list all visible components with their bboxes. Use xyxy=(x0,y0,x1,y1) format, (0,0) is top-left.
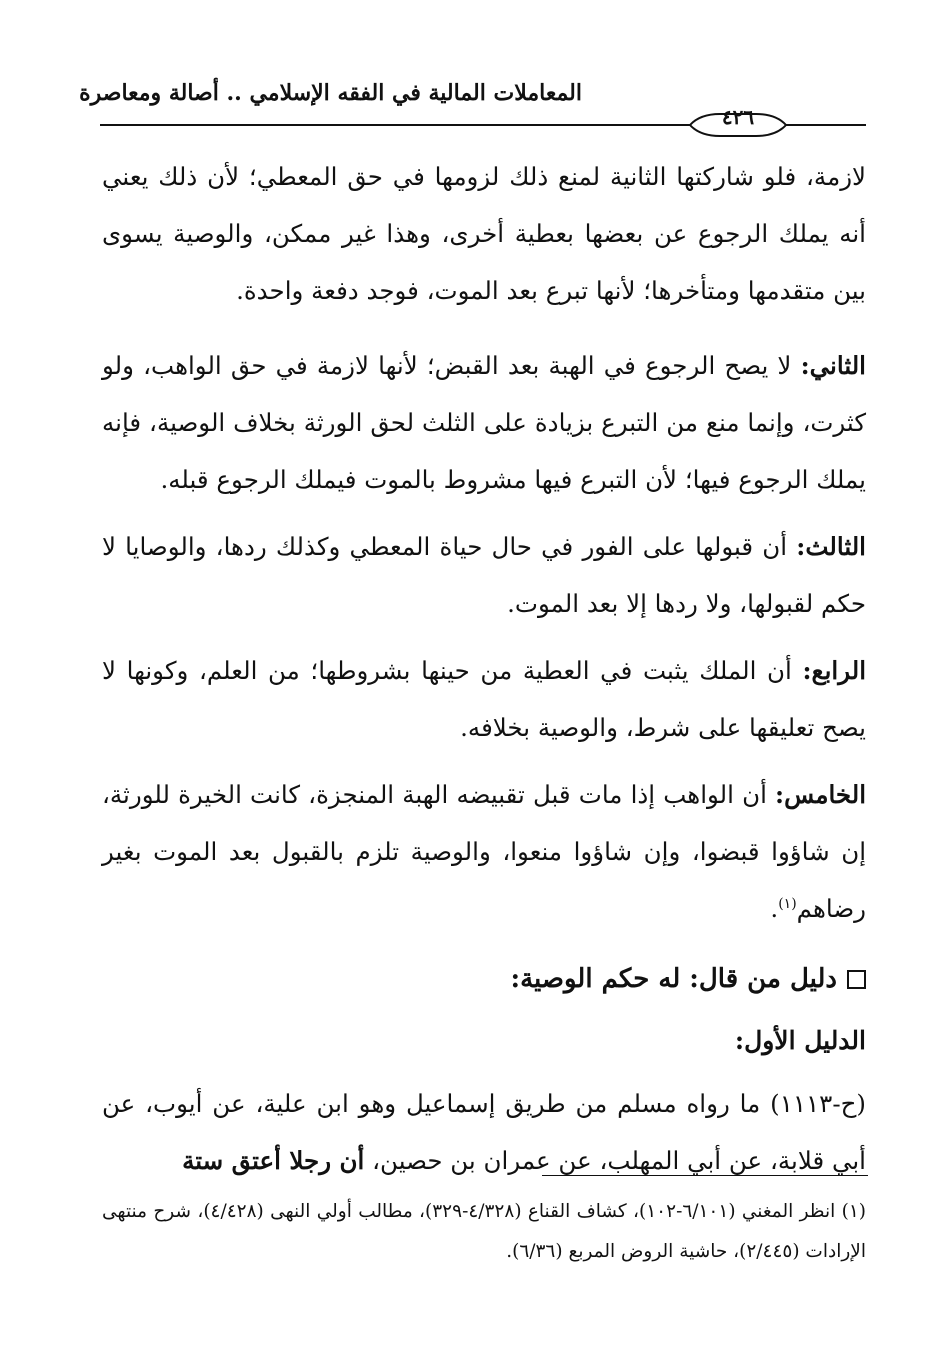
hadith-text: (ح-١١١٣) ما رواه مسلم من طريق إسماعيل وهو ابن علية، عن أيوب، عن أبي قلابة، عن أبي المهلب، عن عمران بن حصين، xyxy=(102,1089,866,1175)
paragraph-text: أن الواهب إذا مات قبل تقبيضه الهبة المنجزة، كانت الخيرة للورثة، إن شاؤوا قبضوا، وإن شاؤوا منعوا، والوصية تلزم بالقبول بعد الموت بغير رضاهم xyxy=(102,780,866,923)
paragraph xyxy=(102,518,866,632)
paragraph-tail: . xyxy=(770,894,779,923)
header-rule xyxy=(0,110,932,140)
hadith-quote: أن رجلا أعتق ستة xyxy=(182,1146,365,1175)
paragraph-text: أن الملك يثبت في العطية من حينها بشروطها؛ من العلم، وكونها لا يصح تعليقها على شرط، والوصية بخلافه. xyxy=(102,656,866,742)
hadith-paragraph xyxy=(102,1075,866,1189)
section-heading xyxy=(102,951,866,1007)
checkbox-square-icon xyxy=(847,970,866,989)
footnote-separator xyxy=(542,1175,868,1176)
page-number: ٤٢٦ xyxy=(721,105,755,129)
running-header-title: المعاملات المالية في الفقه الإسلامي .. أصالة ومعاصرة xyxy=(79,80,582,106)
paragraph xyxy=(102,766,866,937)
paragraph-text: أن قبولها على الفور في حال حياة المعطي وكذلك ردها، والوصايا لا حكم لقبولها، ولا ردها إلا بعد الموت. xyxy=(102,532,866,618)
paragraph xyxy=(102,642,866,756)
footnote-reference[interactable]: (١) xyxy=(778,895,797,912)
paragraph-lead: الثالث: xyxy=(796,532,866,561)
paragraph-text: لازمة، فلو شاركتها الثانية لمنع ذلك لزومها في حق المعطي؛ لأن ذلك يعني أنه يملك الرجوع عن بعضها بعطية أخرى، وهذا غير ممكن، والوصية يسوى بين متقدمها ومتأخرها؛ لأنها تبرع بعد الموت، فوجد دفعة واحدة. xyxy=(102,162,866,305)
section-heading-text: دليل من قال: له حكم الوصية: xyxy=(510,964,837,994)
paragraph-lead: الرابع: xyxy=(802,656,866,685)
paragraph xyxy=(102,337,866,508)
paragraph-text: لا يصح الرجوع في الهبة بعد القبض؛ لأنها لازمة في حق الواهب، ولو كثرت، وإنما منع من التبرع بزيادة على الثلث لحق الورثة بخلاف الوصية، فإنه يملك الرجوع فيها؛ لأن التبرع فيها مشروط بالموت فيملك الرجوع قبله. xyxy=(102,351,866,494)
footnote: (١) انظر المغني (٦/١٠١-١٠٢)، كشاف القناع (٤/٣٢٨-٣٢٩)، مطالب أولي النهى (٤/٤٢٨)، شرح منتهى الإرادات (٢/٤٤٥)، حاشية الروض المربع (٦/٣٦). xyxy=(102,1201,866,1262)
paragraph xyxy=(102,148,866,319)
subheading: الدليل الأول: xyxy=(734,1026,866,1055)
paragraph-lead: الخامس: xyxy=(775,780,867,809)
main-text xyxy=(102,148,866,1199)
footnotes xyxy=(102,1192,866,1272)
paragraph-lead: الثاني: xyxy=(800,351,866,380)
